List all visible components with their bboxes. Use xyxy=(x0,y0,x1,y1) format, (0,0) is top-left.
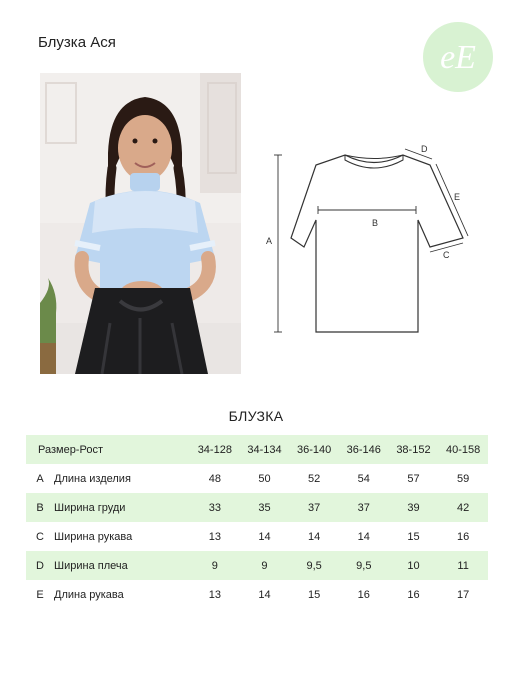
row-value: 39 xyxy=(389,493,439,522)
row-value: 9 xyxy=(190,551,240,580)
label-b: B xyxy=(371,218,379,228)
size-column-header: 40-158 xyxy=(438,435,488,464)
row-value: 16 xyxy=(407,588,420,601)
row-code: C xyxy=(36,530,44,543)
row-value: 57 xyxy=(407,472,420,485)
brand-logo xyxy=(423,22,493,92)
row-value: 33 xyxy=(190,493,240,522)
row-value: 15 xyxy=(308,588,321,601)
row-value: 14 xyxy=(258,588,271,601)
table-row xyxy=(26,551,488,580)
label-d: D xyxy=(421,144,428,154)
row-code: E xyxy=(36,588,44,601)
row-value: 13 xyxy=(208,588,221,601)
row-value: 10 xyxy=(389,551,439,580)
size-column-header: 36-140 xyxy=(289,435,339,464)
row-value: 50 xyxy=(258,472,271,485)
product-photo-illustration xyxy=(40,73,241,374)
row-value: 9 xyxy=(240,551,290,580)
row-value: 59 xyxy=(457,472,470,485)
table-row xyxy=(26,580,488,609)
row-value: 15 xyxy=(407,530,420,543)
brand-logo-mark xyxy=(423,22,493,92)
row-name: Ширина рукава xyxy=(54,530,133,543)
row-value: 14 xyxy=(308,530,321,543)
measurement-sketch xyxy=(258,140,478,340)
product-photo xyxy=(40,73,241,374)
size-table xyxy=(26,435,488,609)
table-row xyxy=(26,464,488,493)
size-table-header xyxy=(26,435,488,464)
table-row xyxy=(26,493,488,522)
row-value: 14 xyxy=(258,530,271,543)
label-c: C xyxy=(443,250,450,260)
label-e: E xyxy=(454,192,461,202)
size-header-label: Размер-Рост xyxy=(26,435,190,464)
row-value: 9,5 xyxy=(289,551,339,580)
row-name: Ширина плеча xyxy=(54,551,190,580)
row-value: 42 xyxy=(438,493,488,522)
row-name: Ширина груди xyxy=(54,493,190,522)
row-value: 14 xyxy=(357,530,370,543)
row-code: A xyxy=(36,472,44,485)
blouse-technical-drawing xyxy=(258,140,478,340)
row-name: Длина изделия xyxy=(54,472,131,485)
size-column-header: 34-134 xyxy=(240,435,290,464)
row-value: 54 xyxy=(357,472,370,485)
row-value: 9,5 xyxy=(339,551,389,580)
row-value: 16 xyxy=(457,530,470,543)
row-value: 48 xyxy=(208,472,221,485)
row-code: D xyxy=(26,551,54,580)
row-value: 17 xyxy=(457,588,470,601)
row-value: 16 xyxy=(357,588,370,601)
row-value: 11 xyxy=(438,551,488,580)
row-value: 37 xyxy=(339,493,389,522)
size-column-header: 36-146 xyxy=(339,435,389,464)
row-value: 13 xyxy=(208,530,221,543)
row-value: 35 xyxy=(240,493,290,522)
size-table-title: БЛУЗКА xyxy=(228,408,284,424)
size-column-header: 34-128 xyxy=(190,435,240,464)
brand-logo-letters: eE xyxy=(440,39,476,76)
product-title: Блузка Ася xyxy=(38,34,116,51)
row-value: 52 xyxy=(308,472,321,485)
table-row xyxy=(26,522,488,551)
row-value: 37 xyxy=(289,493,339,522)
label-a: A xyxy=(266,236,273,246)
row-name: Длина рукава xyxy=(54,588,124,601)
row-code: B xyxy=(26,493,54,522)
size-column-header: 38-152 xyxy=(389,435,439,464)
